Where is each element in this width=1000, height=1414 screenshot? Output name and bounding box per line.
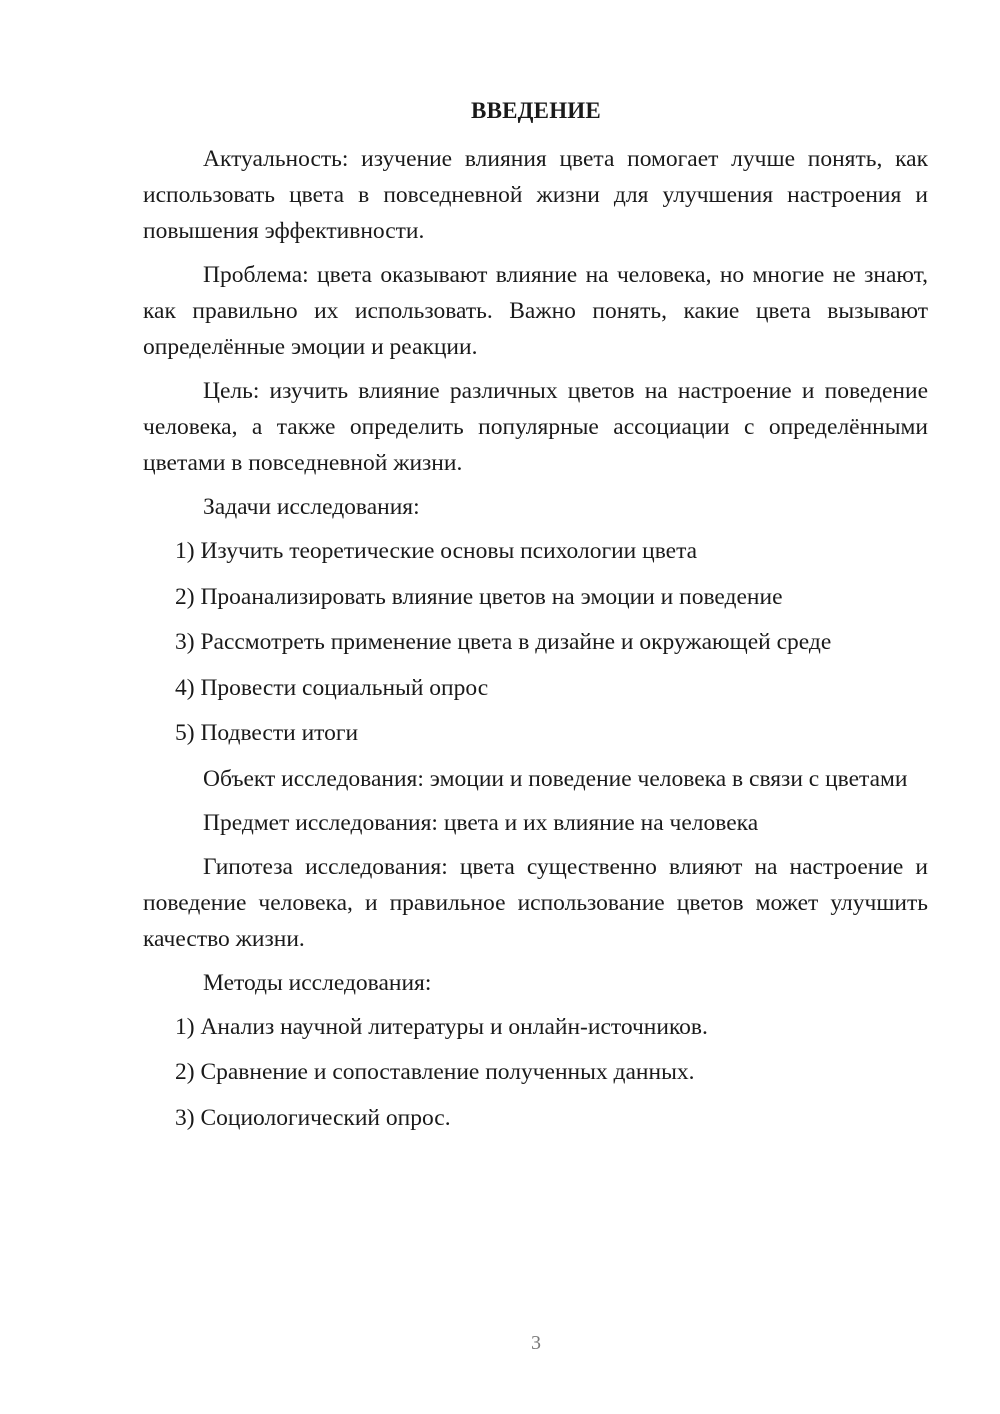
- list-item: 1) Изучить теоретические основы психологии цвета: [175, 538, 698, 564]
- methods-list: [143, 1009, 928, 1136]
- list-item: 5) Подвести итоги: [175, 720, 359, 746]
- tasks-list: [143, 533, 928, 751]
- list-item: 3) Рассмотреть применение цвета в дизайне и окружающей среде: [175, 629, 832, 655]
- list-item: 3) Социологический опрос.: [175, 1104, 451, 1131]
- page-number: 3: [531, 1332, 541, 1354]
- document-body: [143, 141, 928, 1145]
- page-title: ВВЕДЕНИЕ: [471, 98, 601, 123]
- list-item: 1) Анализ научной литературы и онлайн-источников.: [175, 1013, 708, 1040]
- paragraph-goal: Цель: изучить влияние различных цветов на настроение и поведение человека, а также определить популярные ассоциации с определёнными цветами в повседневной жизни.: [143, 378, 928, 476]
- methods-heading: Методы исследования:: [203, 969, 432, 996]
- paragraph-hypothesis: Гипотеза исследования: цвета существенно влияют на настроение и поведение человека, и правильное использование цветов может улучшить качество жизни.: [143, 853, 928, 952]
- list-item: 4) Провести социальный опрос: [175, 674, 489, 701]
- paragraph-relevance: Актуальность: изучение влияния цвета помогает лучше понять, как использовать цвета в повседневной жизни для улучшения настроения и повышения эффективности.: [143, 146, 928, 244]
- list-item: 2) Проанализировать влияние цветов на эмоции и поведение: [175, 583, 783, 610]
- paragraph-problem: Проблема: цвета оказывают влияние на человека, но многие не знают, как правильно их использовать. Важно понять, какие цвета вызывают определённые эмоции и реакции.: [143, 262, 928, 360]
- paragraph-object: Объект исследования: эмоции и поведение человека в связи с цветами: [203, 765, 908, 792]
- list-item: 2) Сравнение и сопоставление полученных данных.: [175, 1059, 695, 1085]
- paragraph-subject: Предмет исследования: цвета и их влияние на человека: [203, 809, 759, 836]
- tasks-heading: Задачи исследования:: [203, 494, 420, 520]
